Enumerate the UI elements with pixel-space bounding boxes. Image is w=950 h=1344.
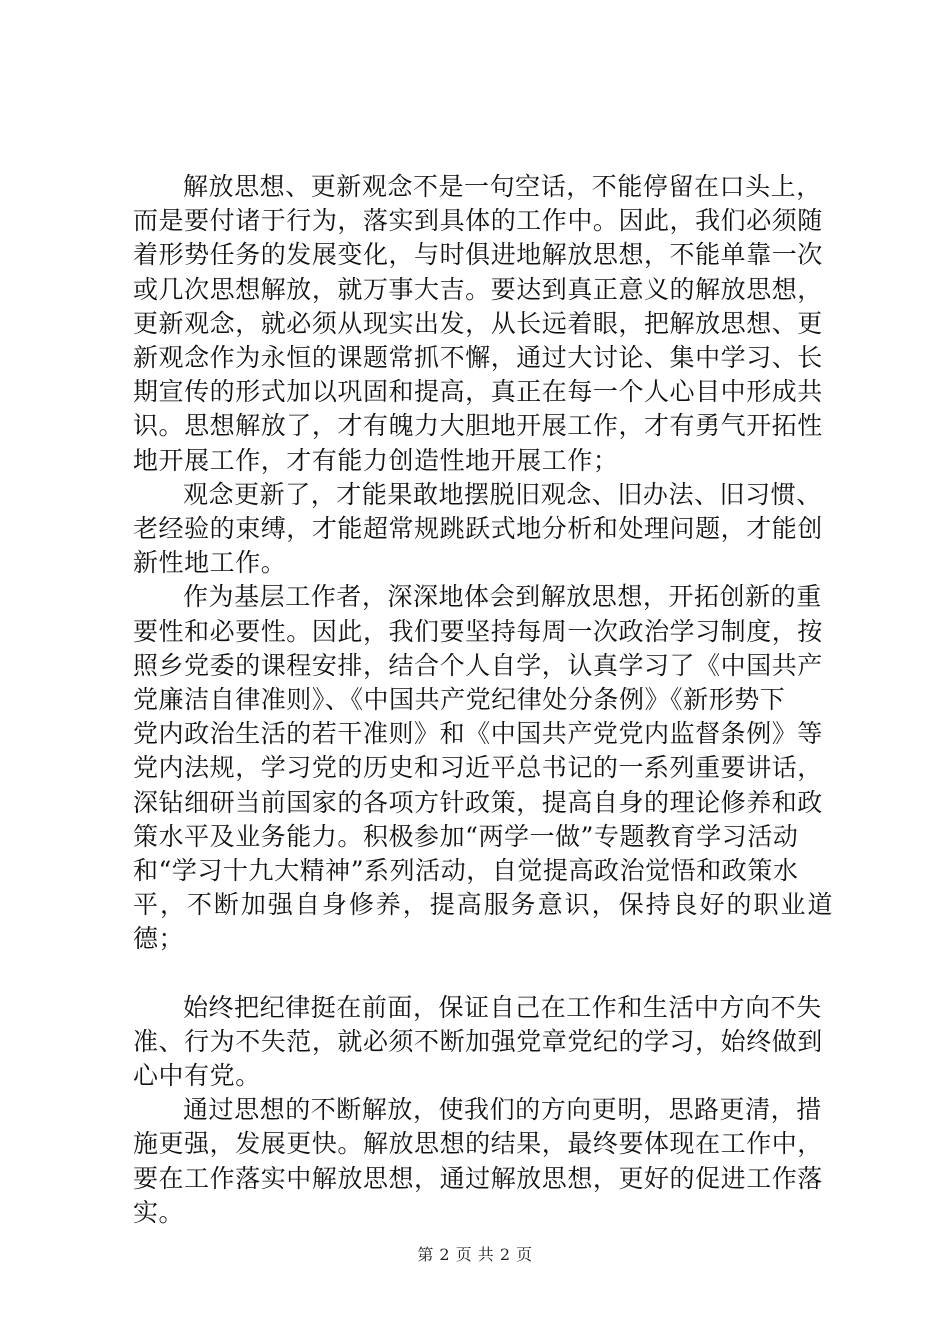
paragraph-3: 作为基层工作者，深深地体会到解放思想，开拓创新的重 要性和必要性。因此，我们要坚持每周一次政治学习制度，按 照乡党委的课程安排，结合个人自学，认真学习了《中国共产 党廉洁自律准则》、《中国共产党纪律处分条例》《新形势下 党内政治生活的若干准则》和《中国共产党党内监督条例》等 党内法规，学习党的历史和习近平总书记的一系列重要讲话， 深钻细研当前国家的各项方针政策，提高自身的理论修养和政 策水平及业务能力。积极参加“两学一做”专题教育学习活动 和“学习十九大精神”系列活动，自觉提高政治觉悟和政策水 平，不断加强自身修养，提高服务意识，保持良好的职业道德； [133,582,833,954]
document-body [133,170,833,1230]
paragraph-4: 始终把纪律挺在前面，保证自己在工作和生活中方向不失 准、行为不失范，就必须不断加强党章党纪的学习，始终做到 心中有党。 [133,992,823,1091]
page-footer: 第 2 页 共 2 页 [417,1245,533,1264]
paragraph-2: 观念更新了，才能果敢地摆脱旧观念、旧办法、旧习惯、 老经验的束缚，才能超常规跳跃式地分析和处理问题，才能创 新性地工作。 [133,479,823,578]
paragraph-1: 解放思想、更新观念不是一句空话，不能停留在口头上， 而是要付诸于行为，落实到具体的工作中。因此，我们必须随 着形势任务的发展变化，与时俱进地解放思想，不能单靠一次 或几次思想解放，就万事大吉。要达到真正意义的解放思想， 更新观念，就必须从现实出发，从长远着眼，把解放思想、更 新观念作为永恒的课题常抓不懈，通过大讨论、集中学习、长 期宣传的形式加以巩固和提高，真正在每一个人心目中形成共 识。思想解放了，才有魄力大胆地开展工作，才有勇气开拓性 地开展工作，才有能力创造性地开展工作； [133,172,823,475]
paragraph-5: 通过思想的不断解放，使我们的方向更明，思路更清，措 施更强，发展更快。解放思想的结果，最终要体现在工作中， 要在工作落实中解放思想，通过解放思想，更好的促进工作落 实。 [133,1095,823,1227]
